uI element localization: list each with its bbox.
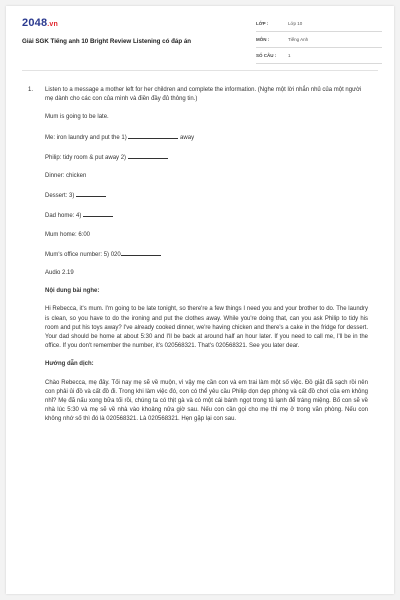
answer-blank-4[interactable] xyxy=(83,210,113,217)
info-line: Dad home: 4) xyxy=(45,210,368,221)
info-line: Dinner: chicken xyxy=(45,173,87,180)
guide-heading: Hướng dẫn dịch: xyxy=(45,361,94,368)
info-line: Mum home: 6:00 xyxy=(45,231,91,238)
info-line: Philip: tidy room & put away 2) xyxy=(45,152,368,163)
document-page xyxy=(6,6,394,594)
info-line: Dessert: 3) xyxy=(45,190,368,201)
info-line: Mum's office number: 5) 020 xyxy=(45,249,368,260)
document-meta xyxy=(256,16,382,64)
guide-text: Chào Rebecca, mẹ đây. Tối nay mẹ sẽ về muộn, vì vậy mẹ cần con và em trai làm một số việc. Đồ giặt đã sạch rồi nên con phải ủi đồ và cất đồ đi. Trong khi làm việc đó, con có thể yêu cầu Philip dọn dẹp phòng và cất đồ chơi của em không nhỉ? Mẹ đã nấu xong bữa tối rồi, chúng ta có thịt gà và có một cái bánh ngọt trong tủ lạnh để tráng miệng. Bố con sẽ về nhà lúc 5:30 và mẹ sẽ về nhà vào khoảng nửa giờ sau. Nếu con cần gọi cho mẹ thì mẹ ở trong văn phòng. Nếu con không nhớ số thì đó là 020568321. Là 020568321. Hẹn gặp lại con sau. xyxy=(45,379,368,423)
question-body xyxy=(45,86,368,425)
header-divider xyxy=(22,70,378,71)
answer-blank-3[interactable] xyxy=(76,190,106,197)
document-title: Giải SGK Tiếng anh 10 Bright Review Listening có đáp án xyxy=(22,38,192,45)
audio-label: Audio 2.19 xyxy=(45,270,74,277)
transcript-text: Hi Rebecca, it's mum. I'm going to be late tonight, so there're a few things I need you and your brother to do. The laundry is clean, so you have to do the ironing and put the clothes away. While you're doing that, can you ask Philip to tidy his room and put his toys away? I've already cooked dinner, we're having chicken and there's a cake in the fridge for dessert. Your dad should be home at about 5:30 and I'll be back at around half an hour later. If you need to call me, I'll be in the office. If you don't remember the number, it's 020568321. That's 020568321. See you later dear. xyxy=(45,306,368,350)
info-line: Me: iron laundry and put the 1) away xyxy=(45,132,368,143)
answer-blank-2[interactable] xyxy=(128,152,168,159)
page-header xyxy=(6,6,394,66)
answer-blank-1[interactable] xyxy=(128,132,178,139)
site-logo[interactable]: 2048.vn xyxy=(22,17,58,29)
question-number: 1. xyxy=(28,87,34,93)
transcript-heading: Nội dung bài nghe: xyxy=(45,288,100,295)
meta-row-subject: MÔN : Tiếng Anh xyxy=(256,32,382,48)
answer-blank-5[interactable] xyxy=(121,249,161,256)
info-line: Mum is going to be late. xyxy=(45,114,109,121)
meta-row-class: LỚP : Lớp 10 xyxy=(256,16,382,32)
question-instruction: Listen to a message a mother left for her children and complete the information. (Nghe một lời nhắn nhủ của một người mẹ dành cho các con của mình và điền đầy đủ thông tin.) xyxy=(45,87,362,103)
meta-row-question-count: SỐ CÂU : 1 xyxy=(256,48,382,64)
